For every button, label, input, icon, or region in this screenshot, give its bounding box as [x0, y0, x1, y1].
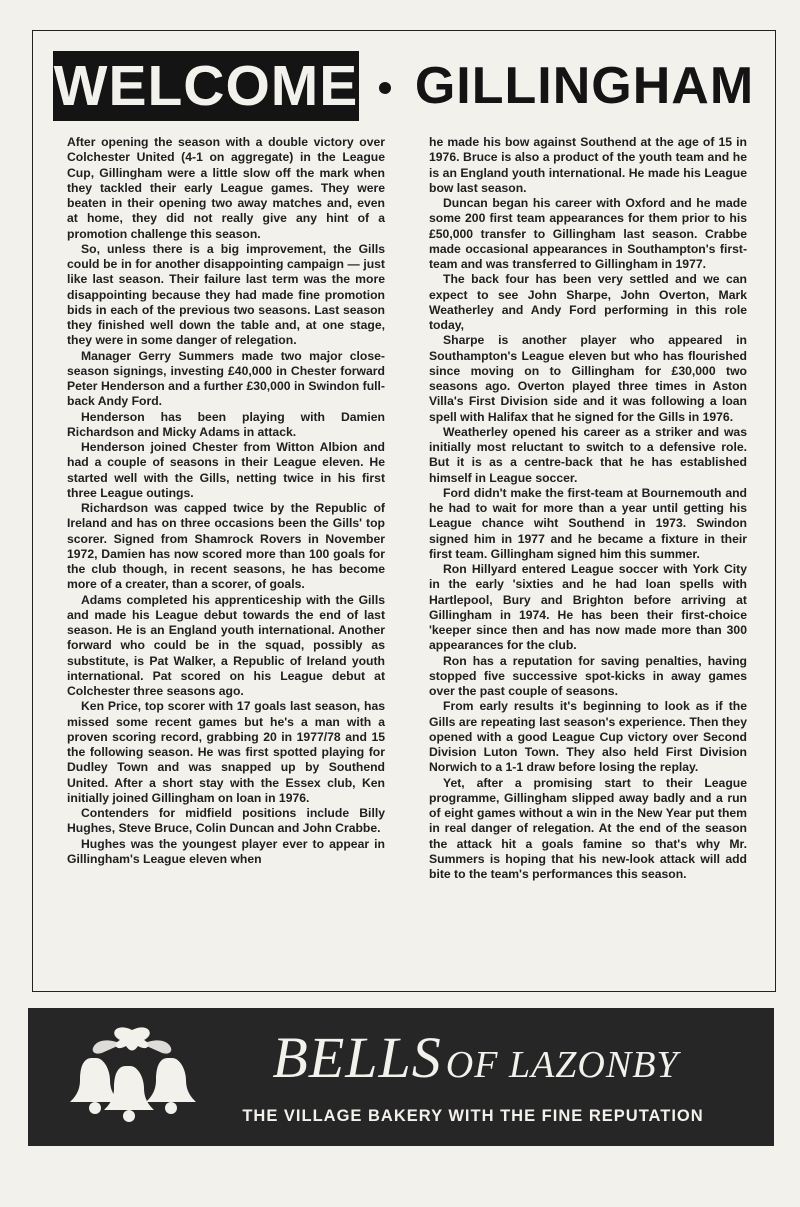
article-column-right: [429, 135, 747, 882]
paragraph: Adams completed his apprenticeship with the Gills and made his League debut towards the end of last season. He is an England youth international. Another forward who could be in the squad, possibly as substitute, is Pat Walker, a Republic of Ireland youth international. Pat scored on his League debut at Colchester three seasons ago.: [67, 592, 385, 698]
paragraph: Duncan began his career with Oxford and he made some 200 first team appearances for them prior to his £50,000 transfer to Gillingham last season. Crabbe made occasional appearances in Southampton's first-team and was transferred to Gillingham in 1977.: [429, 196, 747, 271]
separator-dot: [379, 82, 391, 94]
paragraph: Sharpe is another player who appeared in Southampton's League eleven but who has flourished since moving on to Gillingham for £30,000 two seasons ago. Overton played three times in Aston Villa's First Division side and it was following a loan spell with Halifax that he signed for the Gills in 1976.: [429, 333, 747, 424]
team-name: GILLINGHAM: [414, 57, 755, 115]
paragraph: Manager Gerry Summers made two major close-season signings, investing £40,000 in Chester forward Peter Henderson and a further £30,000 in Swindon full-back Andy Ford.: [67, 348, 385, 409]
paragraph: Richardson was capped twice by the Republic of Ireland and has on three occasions been the Gills' top scorer. Signed from Shamrock Rovers in November 1972, Damien has now scored more than 100 goals for the club though, in recent seasons, he has become more of a creater, than a scorer, of goals.: [67, 501, 385, 592]
bakery-brand: [203, 1022, 748, 1094]
programme-article-frame: [32, 30, 776, 992]
paragraph: The back four has been very settled and we can expect to see John Sharpe, John Overton, Mark Weatherley and Andy Ford performing in this role today,: [429, 272, 747, 332]
paragraph: Henderson joined Chester from Witton Albion and had a couple of seasons in their League eleven. He started well with the Gills, netting twice in his first three League outings.: [67, 440, 385, 500]
paragraph: he made his bow against Southend at the age of 15 in 1976. Bruce is also a product of the youth team and he is an England youth international. He made his League bow last season.: [429, 135, 747, 195]
headline: [53, 51, 758, 121]
brand-place: OF LAZONBY: [445, 1044, 679, 1086]
bakery-advert: [28, 1008, 774, 1146]
paragraph: Hughes was the youngest player ever to appear in Gillingham's League eleven when: [67, 836, 385, 866]
bells-icon: [68, 1022, 196, 1126]
paragraph: Ken Price, top scorer with 17 goals last season, has missed some recent games but he's a man with a proven scoring record, grabbing 20 in 1977/78 and 15 the following season. He was first spotted playing for Dudley Town and was snapped up by Southend United. After a short stay with the Essex club, Ken initially joined Gillingham on loan in 1976.: [67, 699, 385, 805]
paragraph: So, unless there is a big improvement, the Gills could be in for another disappointing campaign — just like last season. Their failure last term was the more disappointing because they had made fine promotion bids in each of the previous two seasons. Last season they finished well down the table and, at one stage, they were in some danger of relegation.: [67, 241, 385, 348]
brand-name: BELLS: [272, 1025, 442, 1090]
paragraph: After opening the season with a double victory over Colchester United (4-1 on aggregate) in the League Cup, Gillingham were a little slow off the mark when they tackled their early League games. They were beaten in their opening two away matches and, even at home, they did not really give any hint of a promotion challenge this season.: [67, 135, 385, 241]
paragraph: Henderson has been playing with Damien Richardson and Micky Adams in attack.: [67, 409, 385, 439]
bakery-tagline: THE VILLAGE BAKERY WITH THE FINE REPUTATION: [242, 1107, 704, 1125]
paragraph: Yet, after a promising start to their League programme, Gillingham slipped away badly and a run of eight games without a win in the New Year put them in real danger of relegation. At the end of the season the attack hit a goals famine so that's why Mr. Summers is hoping that his new-look attack will add bite to the team's performances this season.: [429, 775, 747, 881]
paragraph: Ron has a reputation for saving penalties, having stopped five successive spot-kicks in away games over the past couple of seasons.: [429, 653, 747, 698]
paragraph: Ford didn't make the first-team at Bournemouth and he had to wait for more than a year until getting his League chance wiht Southend in 1973. Swindon signed him in 1977 and he became a fixture in their first team. Gillingham signed him this summer.: [429, 485, 747, 561]
paragraph: Contenders for midfield positions include Billy Hughes, Steve Bruce, Colin Duncan and John Crabbe.: [67, 806, 385, 836]
article-column-left: [67, 135, 385, 867]
welcome-banner: WELCOME: [53, 51, 359, 121]
paragraph: Ron Hillyard entered League soccer with York City in the early 'sixties and he had loan spells with Hartlepool, Bury and Brighton before arriving at Gillingham in 1974. He has been their first-choice 'keeper since then and has now made more than 300 appearances for the club.: [429, 562, 747, 653]
paragraph: From early results it's beginning to look as if the Gills are repeating last season's experience. Then they opened with a good League Cup victory over Second Division Luton Town. They also held First Division Norwich to a 1-1 draw before losing the replay.: [429, 699, 747, 775]
paragraph: Weatherley opened his career as a striker and was initially most reluctant to switch to a defensive role. But it is as a centre-back that he has established himself in League soccer.: [429, 424, 747, 485]
